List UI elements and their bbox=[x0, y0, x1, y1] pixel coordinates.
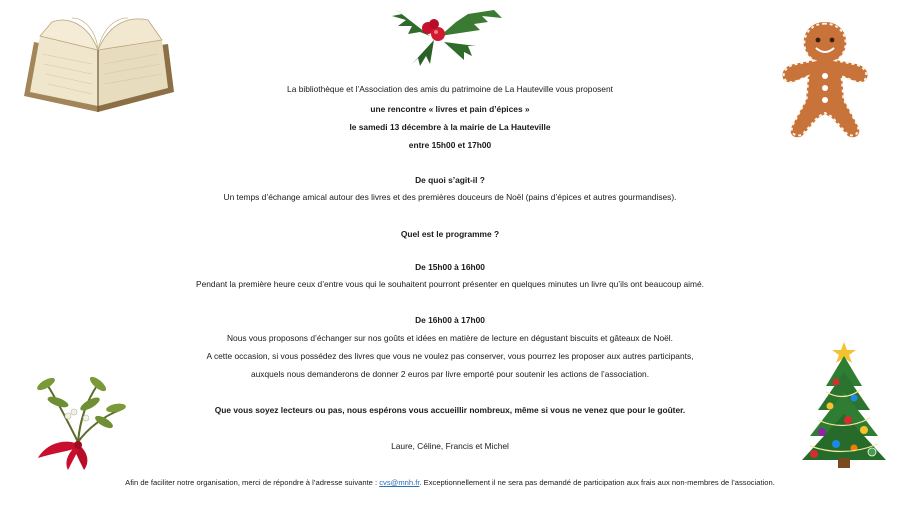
text-slot2-2: A cette occasion, si vous possédez des livres que vous ne voulez pas conserver, vous pourrez les proposer aux autres participants, bbox=[206, 351, 694, 361]
mistletoe-icon bbox=[28, 372, 128, 472]
closing-text: Que vous soyez lecteurs ou pas, nous espérons vous accueillir nombreux, même si vous ne venez que pour le goûter. bbox=[214, 405, 686, 415]
footer-text-before: Afin de faciliter notre organisation, merci de répondre à l’adresse suivante : bbox=[125, 478, 380, 487]
holly-icon bbox=[384, 0, 514, 68]
intro-line-3: le samedi 13 décembre à la mairie de La Hauteville bbox=[349, 122, 551, 132]
intro-line-4: entre 15h00 et 17h00 bbox=[408, 140, 492, 150]
footer-text-after: . Exceptionnellement il ne sera pas demandé de participation aux frais aux non-membres de l’association. bbox=[419, 478, 775, 487]
heading-slot2: De 16h00 à 17h00 bbox=[415, 315, 485, 325]
text-slot1: Pendant la première heure ceux d’entre vous qui le souhaitent pourront présenter en quelques minutes un livre qu’ils ont beaucoup aimé. bbox=[196, 279, 704, 289]
signature: Laure, Céline, Francis et Michel bbox=[391, 441, 509, 451]
heading-slot1: De 15h00 à 16h00 bbox=[415, 262, 485, 272]
intro-line-2: une rencontre « livres et pain d’épices » bbox=[370, 104, 530, 114]
heading-program: Quel est le programme ? bbox=[400, 229, 500, 239]
heading-what: De quoi s’agit-il ? bbox=[415, 175, 485, 185]
text-slot2-1: Nous vous proposons d’échanger sur nos goûts et idées en matière de lecture en dégustant biscuits et gâteaux de Noël. bbox=[226, 333, 673, 343]
text-slot2-3: auxquels nous demanderons de donner 2 euros par livre emporté pour soutenir les actions de l’association. bbox=[250, 369, 650, 379]
intro-line-1: La bibliothèque et l’Association des amis du patrimoine de La Hauteville vous proposent bbox=[287, 84, 613, 94]
text-what: Un temps d’échange amical autour des livres et des premières douceurs de Noël (pains d’épices et autres gourmandises). bbox=[223, 192, 677, 202]
email-link[interactable]: cvs@mnh.fr bbox=[379, 478, 420, 487]
footer-note bbox=[0, 477, 900, 488]
